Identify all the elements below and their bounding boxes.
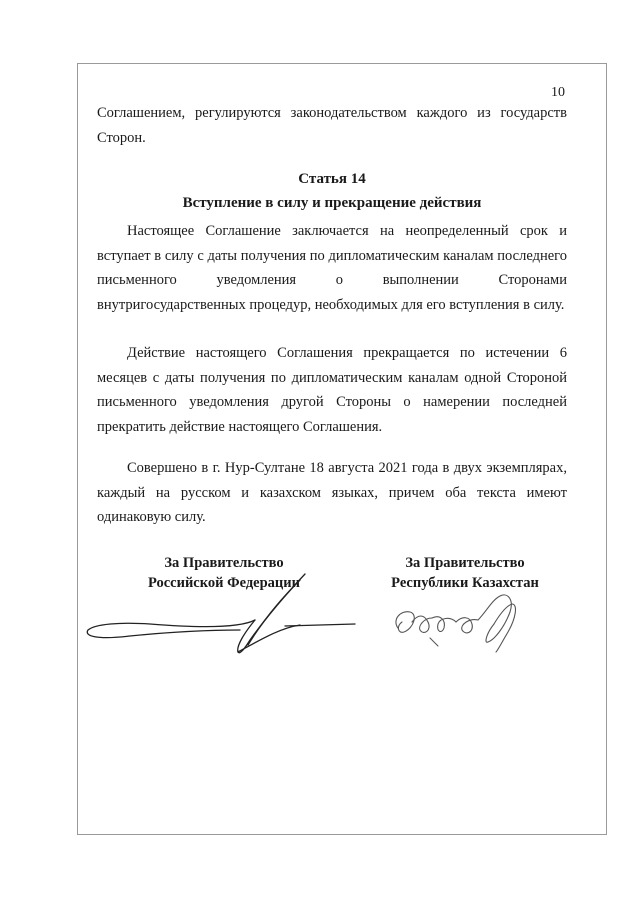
paragraph-entry-into-force: Настоящее Соглашение заключается на неопределенный срок и вступает в силу с даты получения по дипломатическим каналам последнего письменного уведомления о выполнении Сторонами внутригосударственных процедур, необходимых для его вступления в силу. [97, 223, 567, 313]
paragraph-termination: Действие настоящего Соглашения прекращается по истечении 6 месяцев с даты получения по дипломатическим каналам одной Стороной письменного уведомления другой Стороны о намерении последней прекратить действие настоящего Соглашения. [97, 345, 567, 435]
signature-label-line1: За Правительство [405, 555, 525, 571]
paragraph-done-at: Совершено в г. Нур-Султане 18 августа 2021 года в двух экземплярах, каждый на русском и казахском языках, причем оба текста имеют одинаковую силу. [97, 460, 567, 526]
signature-label-line2: Республики Казахстан [391, 575, 539, 591]
signature-label-line1: За Правительство [164, 555, 284, 571]
signature-russia [87, 574, 355, 653]
page-number: 10 [551, 85, 565, 100]
signature-kazakhstan [396, 595, 516, 652]
signature-label-line2: Российской Федерации [147, 575, 300, 591]
continuation-text: Соглашением, регулируются законодательством каждого из государств Сторон. [97, 105, 567, 146]
article-number: Статья 14 [298, 171, 366, 187]
article-title: Вступление в силу и прекращение действия [182, 195, 482, 211]
